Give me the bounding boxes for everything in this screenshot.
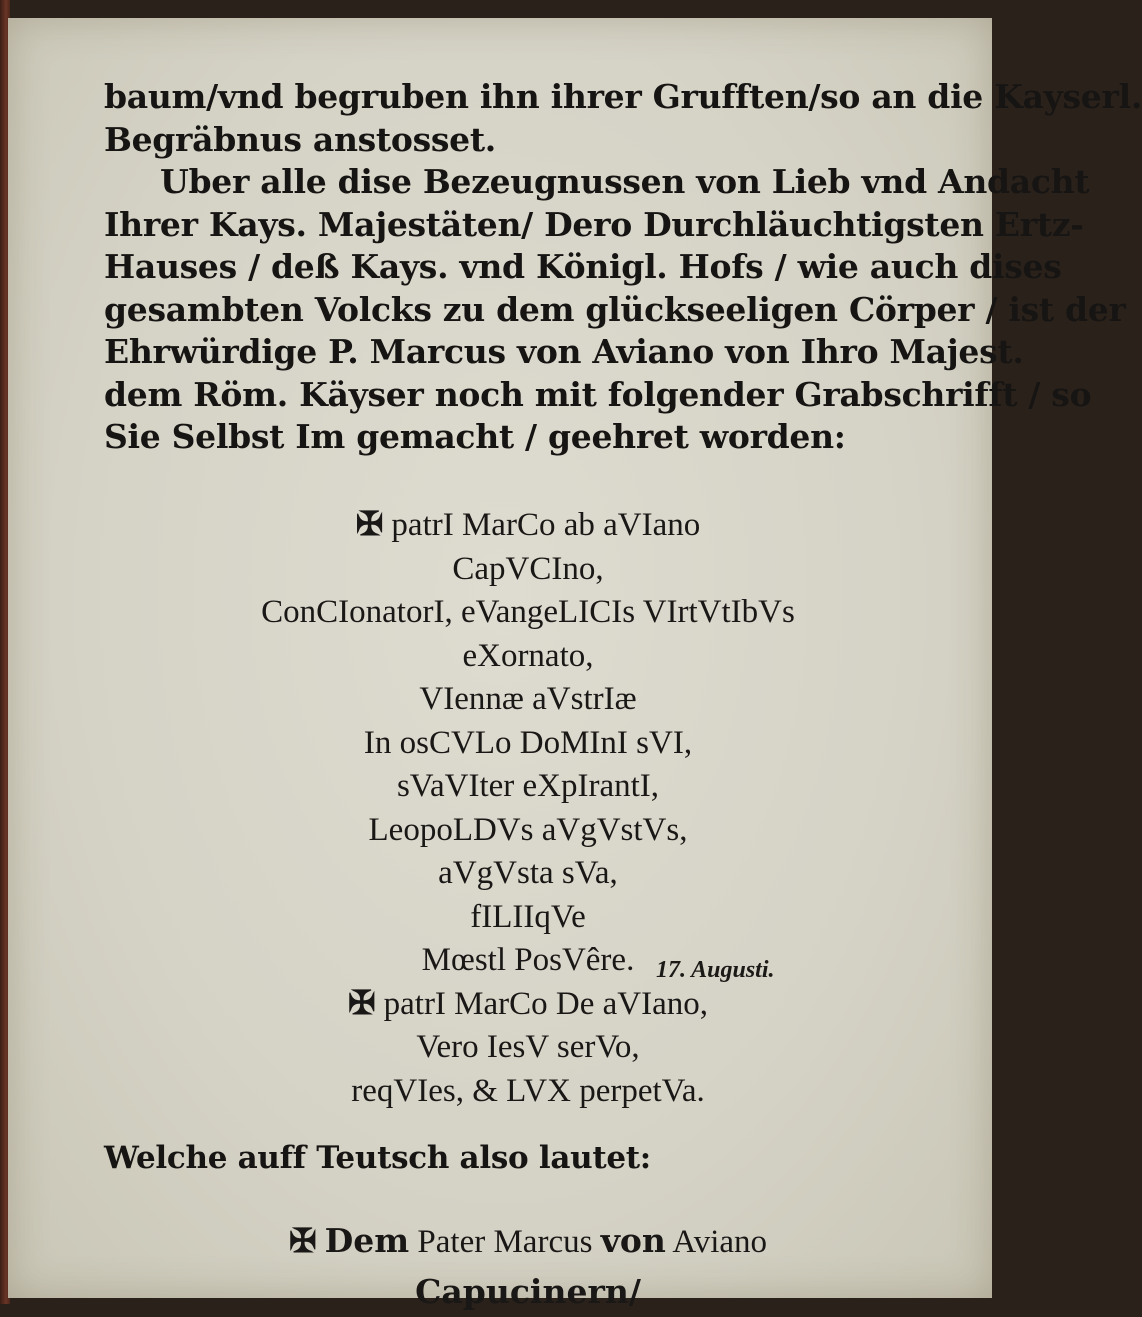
epitaph-line: fILIIqVe [470,898,586,935]
cross-icon: ✠ [347,985,376,1022]
text-line: gesambten Volcks zu dem glückseeligen Cörper / ist der [104,289,1126,329]
epitaph-line: sVaVIter eXpIrantI, [396,768,660,804]
text-line: Sie Selbst Im gemacht / geehret worden: [104,417,846,456]
text-line: Ehrwürdige P. Marcus von Aviano von Ihro Majest. [104,332,1024,371]
epitaph-line: LeopoLDVs aVgVstVs, [368,811,688,848]
body-paragraph [104,76,1142,459]
translation-block [118,1216,938,1317]
epitaph-line: reqVIes, & LVX perpetVa. [351,1072,705,1109]
translation-line: Capucinern/ [415,1272,641,1311]
text-line: Begräbnus anstosset. [104,119,496,159]
cross-icon: ✠ [288,1224,317,1260]
text-line: Uber alle dise Bezeugnussen von Lieb vnd Andacht [160,162,1090,201]
epitaph-line: VIennæ aVstrIæ [419,681,637,717]
epitaph-line: In osCVLo DoMInI sVI, [363,724,693,761]
text-line: Hauses / deß Kays. vnd Königl. Hofs / wie auch dises [104,247,1062,286]
epitaph-line: Vero IesV serVo, [416,1029,640,1065]
text-line: dem Röm. Käyser noch mit folgender Grabschrifft / so [104,374,1092,414]
epitaph-line: Mœstl PosVêre. 17. Augusti. [118,939,938,983]
translation-heading: Welche auff Teutsch also lautet: [104,1140,651,1176]
cross-icon: ✠ [355,507,384,543]
epitaph-line: aVgVsta sVa, [438,855,618,891]
epitaph-line: eXornato, [462,637,594,674]
epitaph-line: CapVCIno, [452,550,604,587]
text-line: baum/vnd begruben ihn ihrer Grufften/so an die Kayserl. [104,77,1142,116]
epitaph-line: ✠ patrI MarCo ab aVIano [118,504,938,548]
epitaph-block [118,504,938,1113]
epitaph-line: ConCIonatorI, eVangeLICIs VIrtVtIbVs [261,594,795,630]
book-page [8,18,1142,1311]
epitaph-line: ✠ patrI MarCo De aVIano, [118,983,938,1027]
translation-line: ✠ Dem Pater Marcus von Aviano [118,1216,938,1267]
date-annotation: 17. Augusti. [656,957,775,983]
text-line: Ihrer Kays. Majestäten/ Dero Durchläuchtigsten Ertz- [104,204,1084,244]
